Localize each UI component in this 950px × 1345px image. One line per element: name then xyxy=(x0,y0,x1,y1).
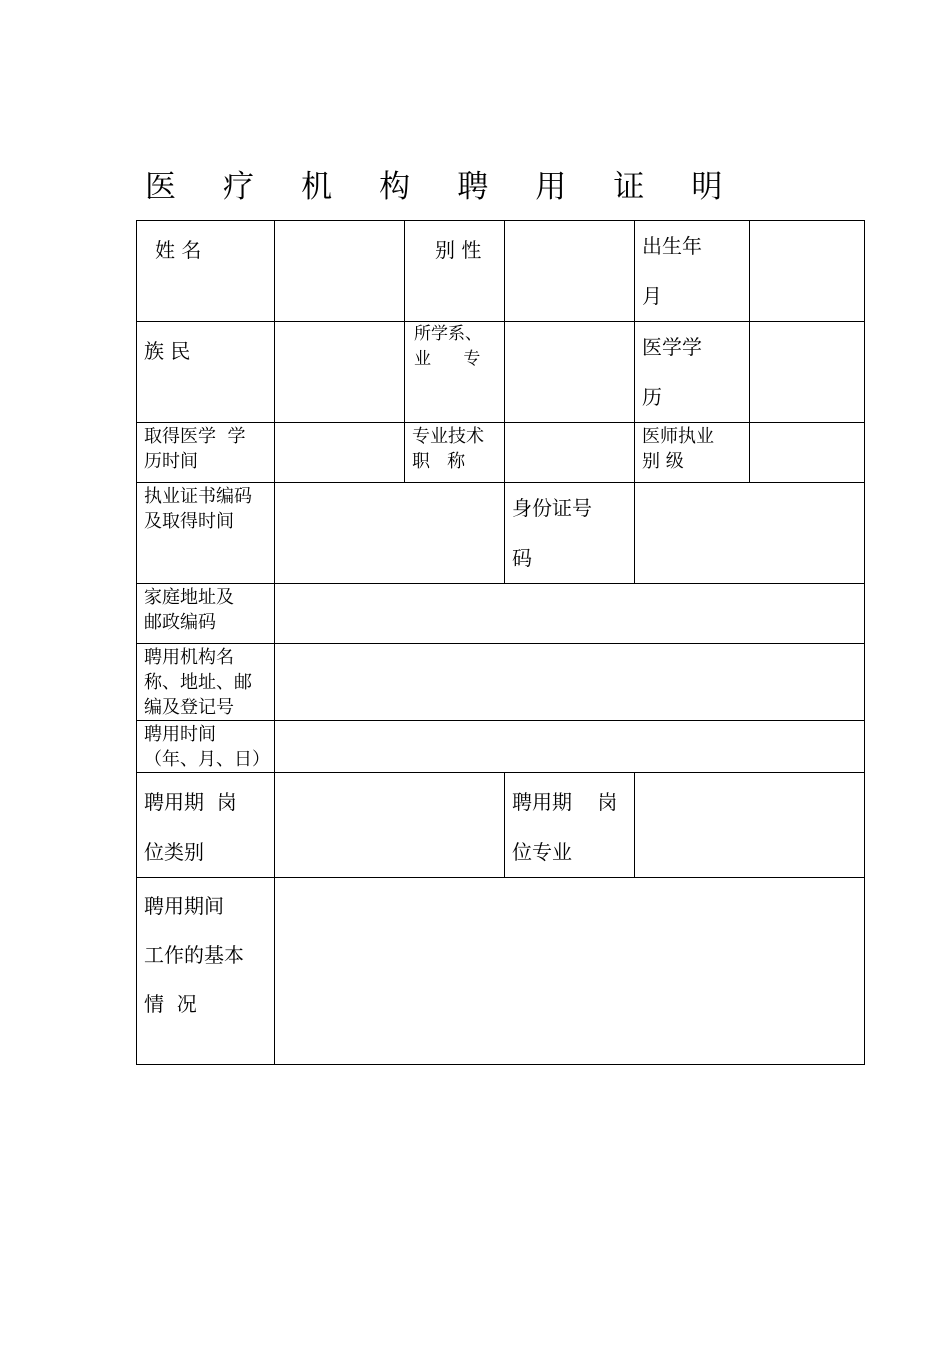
edu-time-label: 取得医学 学 历时间 xyxy=(144,426,246,472)
gender-label: 别 性 xyxy=(435,238,482,262)
major-field[interactable] xyxy=(505,322,635,423)
practice-level-field[interactable] xyxy=(750,423,865,483)
tech-title-label-cell xyxy=(405,423,505,483)
education-field[interactable] xyxy=(750,322,865,423)
education-label-cell xyxy=(635,322,750,423)
work-label: 聘用期间 工作的基本 情 况 xyxy=(144,894,244,1016)
gender-label-cell xyxy=(405,221,505,322)
post-major-label-cell xyxy=(505,773,635,878)
post-major-field[interactable] xyxy=(635,773,865,878)
hire-time-label: 聘用时间 （年、月、日） xyxy=(144,724,270,770)
ethnicity-field[interactable] xyxy=(275,322,405,423)
work-label-cell xyxy=(137,878,275,1065)
address-field[interactable] xyxy=(275,584,865,644)
practice-level-label: 医师执业 别 级 xyxy=(642,426,714,472)
address-label: 家庭地址及 邮政编码 xyxy=(144,587,234,633)
major-label: 所学系、 业 专 xyxy=(414,324,482,369)
work-field[interactable] xyxy=(275,878,865,1065)
employer-field[interactable] xyxy=(275,644,865,721)
gender-field[interactable] xyxy=(505,221,635,322)
post-category-field[interactable] xyxy=(275,773,505,878)
employer-label: 聘用机构名 称、地址、邮 编及登记号 xyxy=(144,647,252,718)
id-field[interactable] xyxy=(635,483,865,584)
birth-label-cell xyxy=(635,221,750,322)
tech-title-field[interactable] xyxy=(505,423,635,483)
practice-level-label-cell xyxy=(635,423,750,483)
post-major-label: 聘用期 岗 位专业 xyxy=(512,790,618,864)
document-title: 医 疗 机 构 聘 用 证 明 xyxy=(145,169,741,205)
hire-time-field[interactable] xyxy=(275,721,865,773)
name-label: 姓 名 xyxy=(155,238,202,262)
name-field[interactable] xyxy=(275,221,405,322)
ethnicity-label-cell xyxy=(137,322,275,423)
tech-title-label: 专业技术 职 称 xyxy=(412,426,484,472)
ethnicity-label: 族 民 xyxy=(144,339,191,363)
post-category-label: 聘用期 岗 位类别 xyxy=(144,790,237,864)
cert-label: 执业证书编码 及取得时间 xyxy=(144,486,252,532)
id-label: 身份证号 码 xyxy=(512,496,592,570)
hire-time-label-cell xyxy=(137,721,275,773)
id-label-cell xyxy=(505,483,635,584)
edu-time-field[interactable] xyxy=(275,423,405,483)
birth-label: 出生年 月 xyxy=(642,234,702,308)
edu-time-label-cell xyxy=(137,423,275,483)
post-category-label-cell xyxy=(137,773,275,878)
name-label-cell xyxy=(137,221,275,322)
cert-field[interactable] xyxy=(275,483,505,584)
education-label: 医学学 历 xyxy=(642,335,702,409)
employment-certificate-form xyxy=(136,220,865,1065)
employer-label-cell xyxy=(137,644,275,721)
major-label-cell xyxy=(405,322,505,423)
address-label-cell xyxy=(137,584,275,644)
cert-label-cell xyxy=(137,483,275,584)
birth-field[interactable] xyxy=(750,221,865,322)
